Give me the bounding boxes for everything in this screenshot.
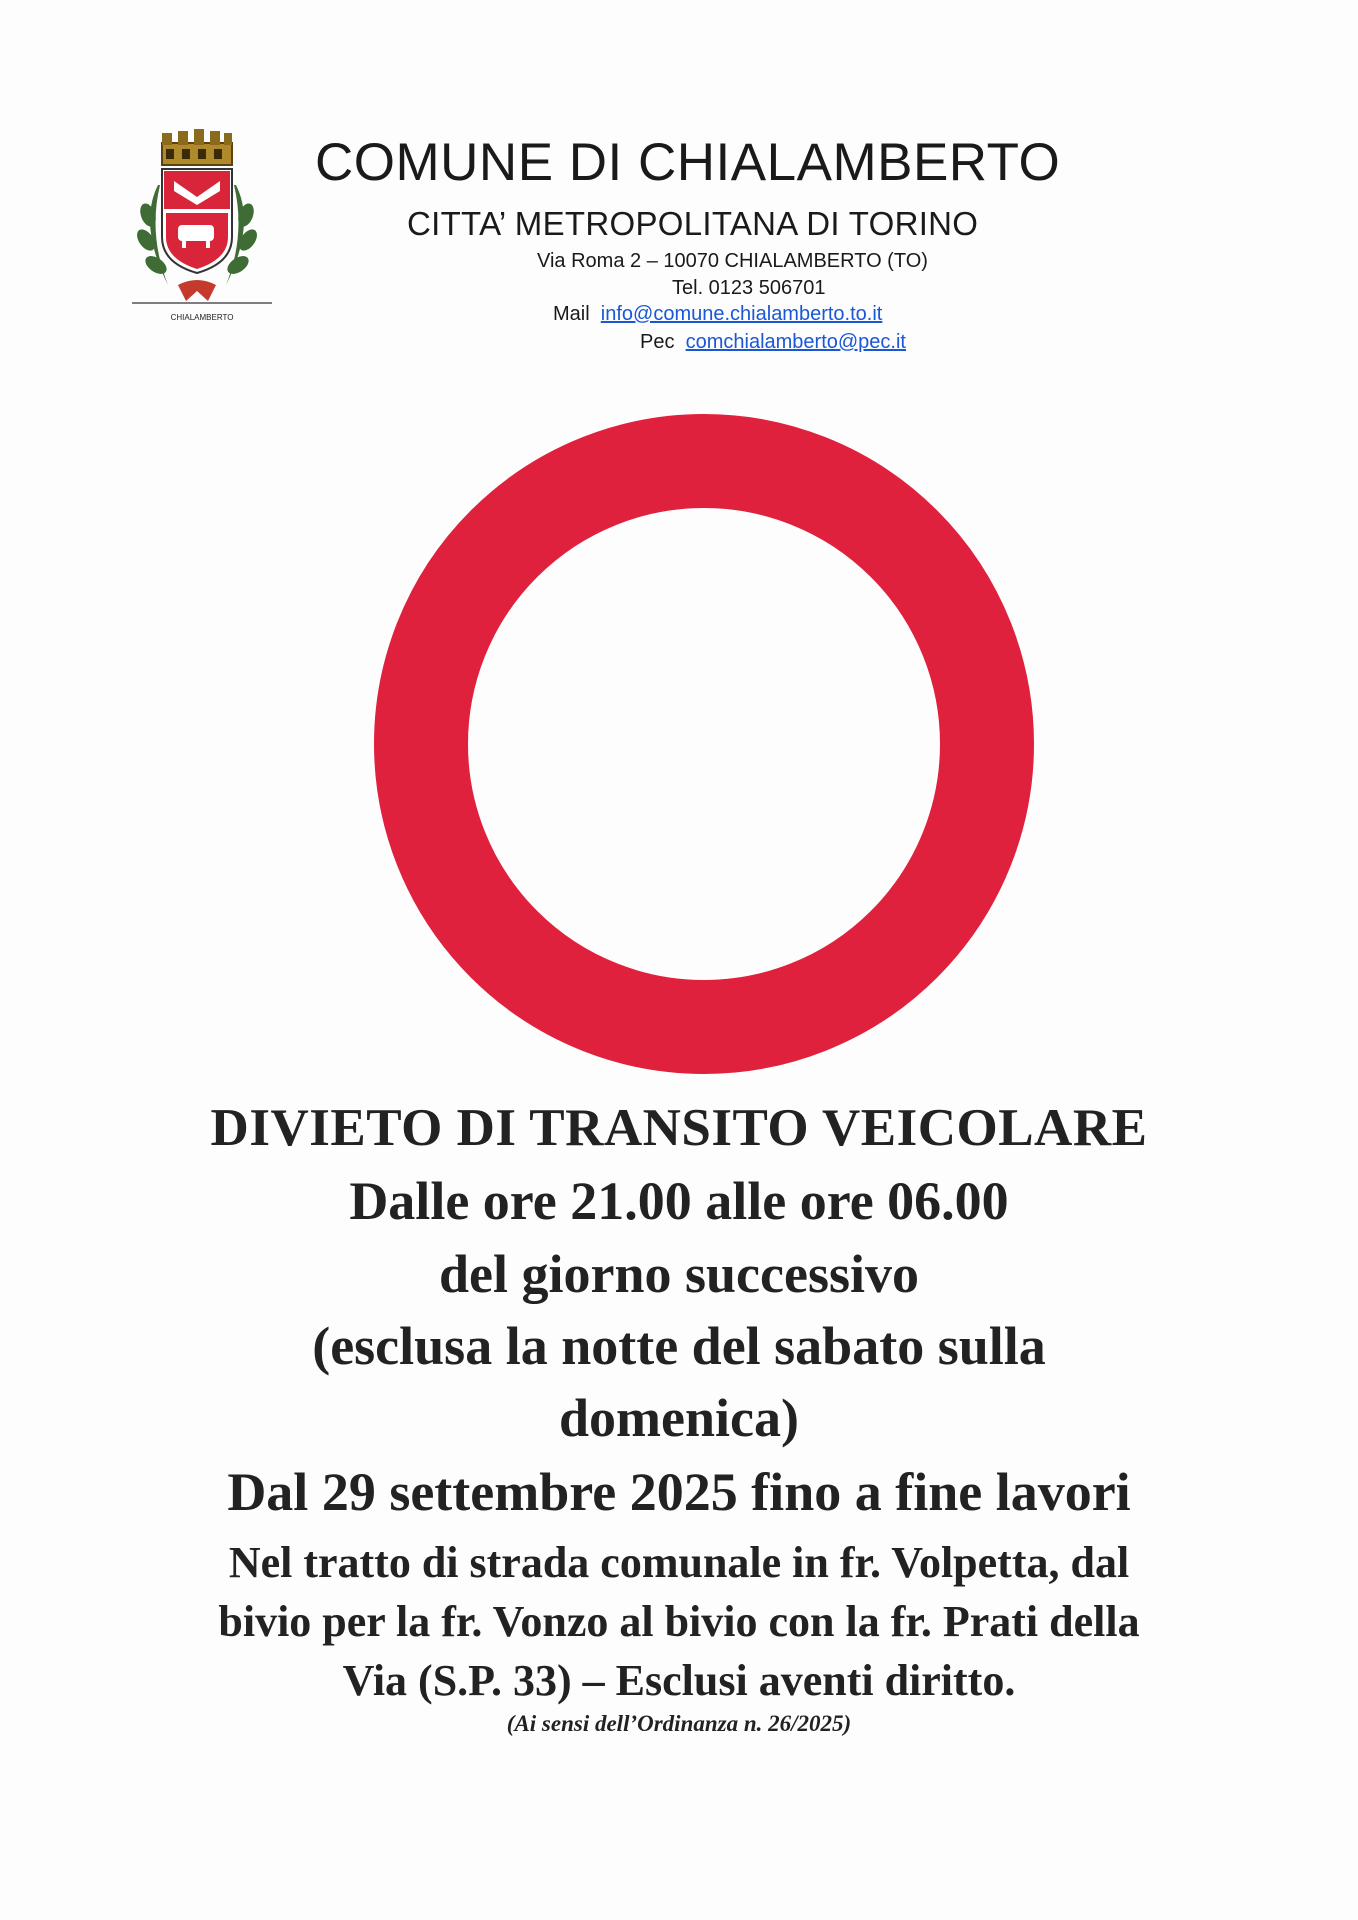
mail-line	[553, 303, 882, 326]
notice-exception-2: domenica)	[559, 1388, 799, 1448]
coat-of-arms-icon	[128, 125, 276, 330]
ribbon-icon	[178, 280, 216, 301]
notice-heading: DIVIETO DI TRANSITO VEICOLARE	[210, 1099, 1148, 1157]
municipality-title: COMUNE DI CHIALAMBERTO	[315, 133, 1061, 192]
emblem-caption: CHIALAMBERTO	[170, 313, 234, 322]
address-line: Via Roma 2 – 10070 CHIALAMBERTO (TO)	[537, 250, 928, 272]
mail-label: Mail	[553, 303, 590, 325]
no-vehicles-sign-icon	[372, 412, 1036, 1076]
notice-exception-1: (esclusa la notte del sabato sulla	[312, 1316, 1046, 1376]
pec-link[interactable]: comchialamberto@pec.it	[685, 331, 906, 353]
municipality-subtitle: CITTA’ METROPOLITANA DI TORINO	[407, 205, 979, 242]
ordinance-reference: (Ai sensi dell’Ordinanza n. 26/2025)	[506, 1711, 852, 1736]
shield-icon	[162, 169, 232, 273]
notice-location-3: Via (S.P. 33) – Esclusi aventi diritto.	[342, 1656, 1016, 1705]
pec-line	[640, 331, 906, 354]
sign-ring	[421, 461, 987, 1027]
notice-location-1: Nel tratto di strada comunale in fr. Volpetta, dal	[228, 1538, 1130, 1587]
crown-icon	[162, 129, 232, 165]
phone-line: Tel. 0123 506701	[672, 277, 826, 299]
notice-next-day: del giorno successivo	[439, 1244, 919, 1304]
notice-location-2: bivio per la fr. Vonzo al bivio con la fr. Prati della	[218, 1597, 1140, 1646]
notice-dates: Dal 29 settembre 2025 fino a fine lavori	[227, 1462, 1131, 1522]
notice-hours: Dalle ore 21.00 alle ore 06.00	[349, 1171, 1009, 1231]
pec-label: Pec	[640, 331, 675, 353]
mail-link[interactable]: info@comune.chialamberto.to.it	[600, 303, 883, 325]
